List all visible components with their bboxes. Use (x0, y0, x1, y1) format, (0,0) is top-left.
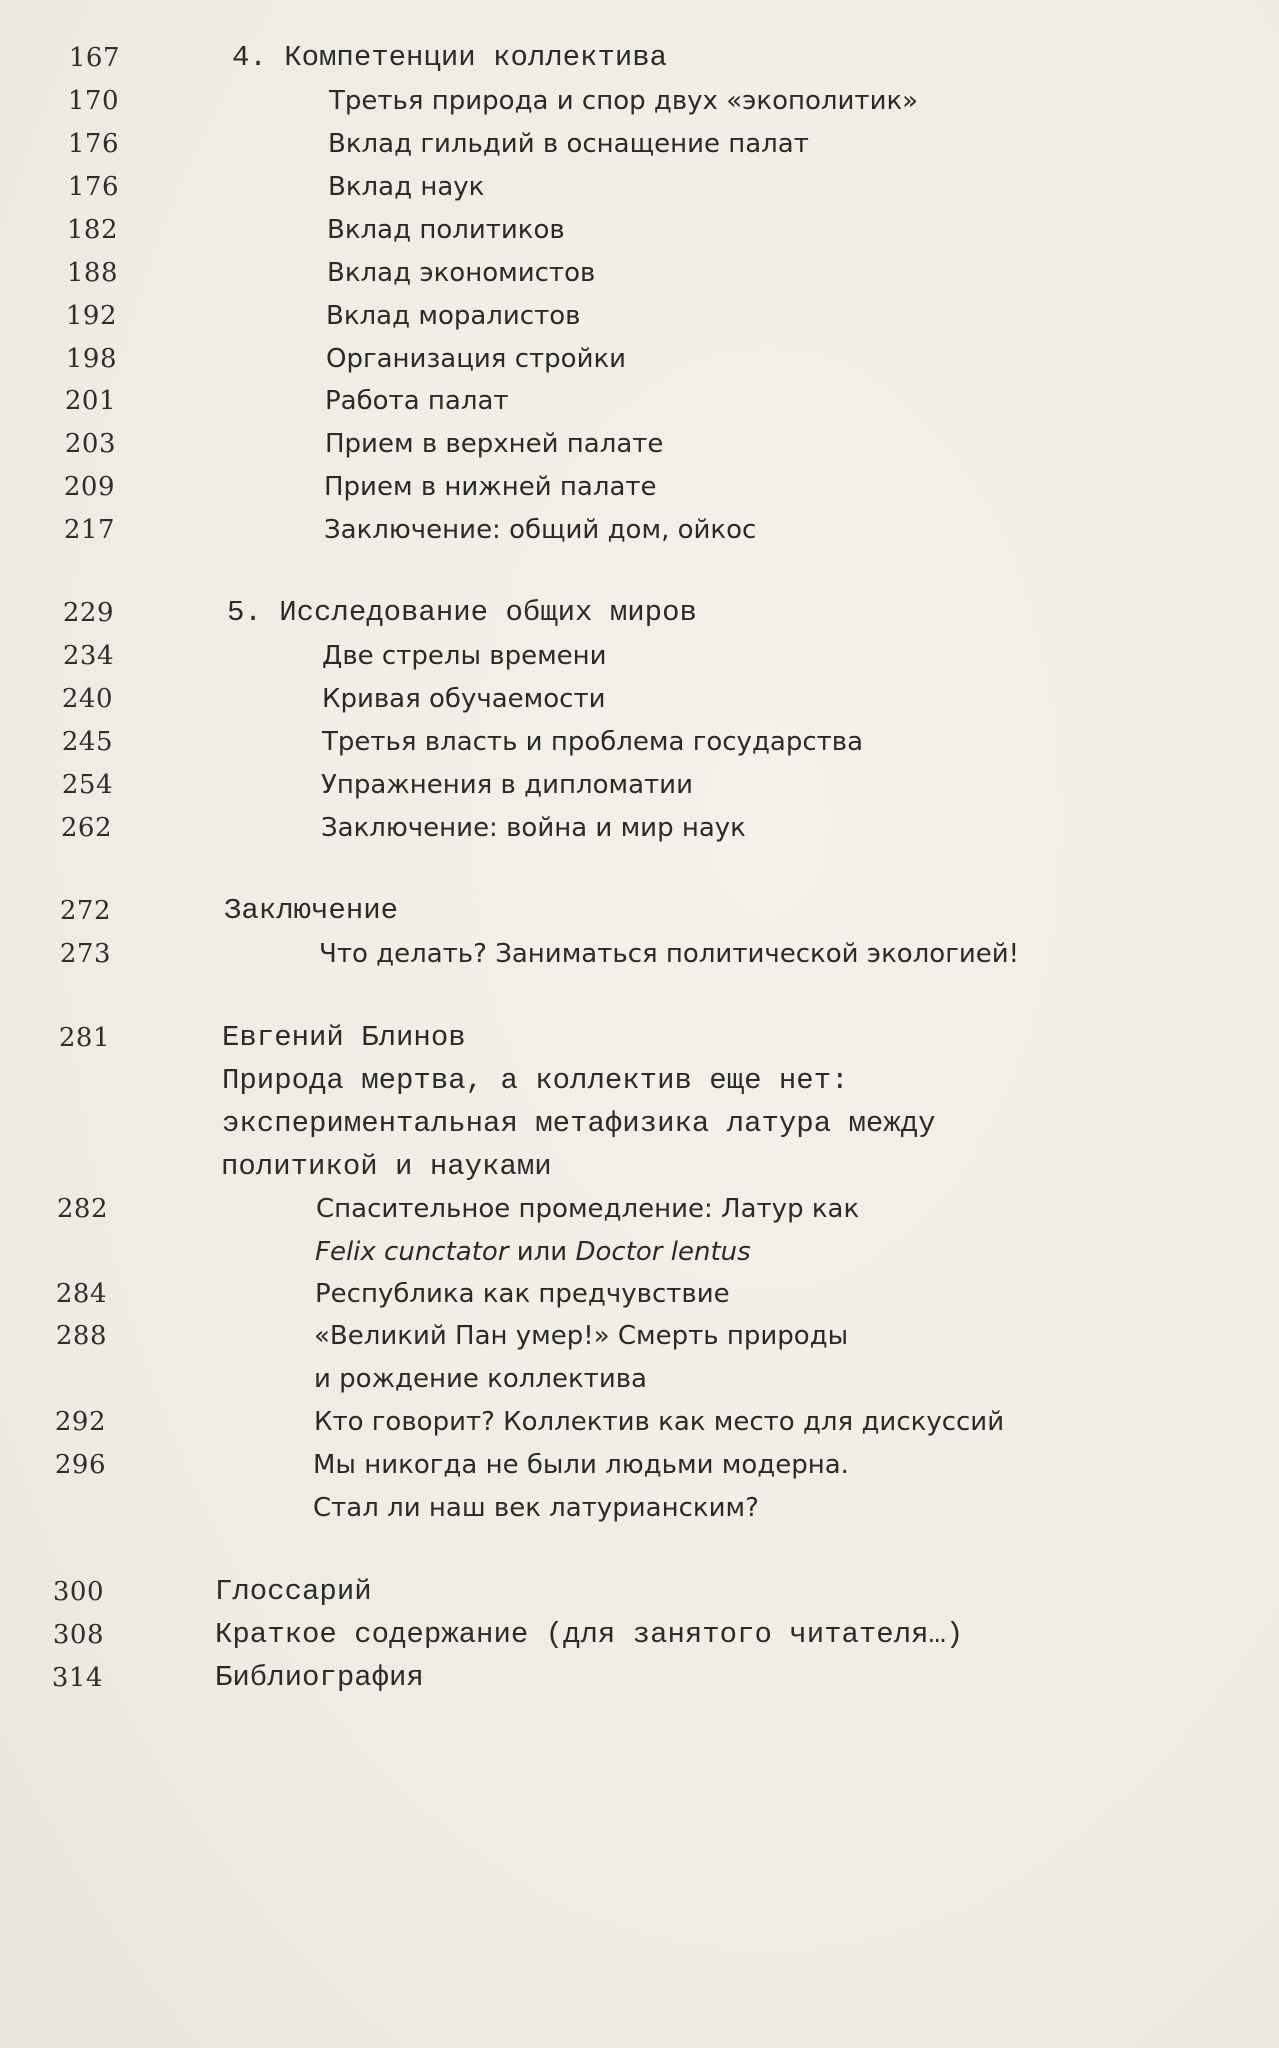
toc-chapter-row (0, 1018, 1279, 1058)
section-title: Прием в верхней палате (325, 429, 664, 459)
toc-chapter-row (0, 38, 1279, 78)
section-title: Спасительное промедление: Латур как (316, 1194, 860, 1224)
section-title: Третья власть и проблема государства (322, 727, 864, 757)
page-number: 288 (55, 1321, 107, 1351)
page-number: 272 (59, 896, 111, 926)
section-title: Третья природа и спор двух «экополитик» (329, 86, 919, 116)
chapter-title: 4. Компетенции коллектива (232, 41, 668, 74)
section-title: Прием в нижней палате (324, 472, 657, 502)
section-title: Организация стройки (326, 344, 627, 374)
toc-item-row (0, 636, 1279, 676)
section-title: «Великий Пан умер!» Смерть природы (314, 1321, 849, 1351)
section-title: Республика как предчувствие (315, 1279, 730, 1309)
section-title: Упражнения в дипломатии (321, 770, 693, 800)
toc-chapter-row (0, 891, 1279, 931)
toc-item-row (0, 167, 1279, 207)
chapter-title: Заключение (224, 894, 399, 927)
page-number: 300 (52, 1577, 104, 1607)
toc-item-continuation (0, 1359, 1279, 1399)
page-number: 292 (54, 1407, 106, 1437)
section-title: Кто говорит? Коллектив как место для дискуссий (314, 1407, 1005, 1437)
section-title: Заключение: общий дом, ойкос (324, 515, 757, 545)
toc-item-continuation (0, 1232, 1279, 1272)
toc-item-row (0, 765, 1279, 805)
toc-item-row (0, 722, 1279, 762)
toc-chapter-row (0, 1572, 1279, 1612)
toc-item-row (0, 934, 1279, 974)
page-number: 273 (59, 939, 111, 969)
essay-title-line (0, 1061, 1279, 1101)
toc-item-row (0, 467, 1279, 507)
page-number: 176 (67, 172, 119, 202)
chapter-title: 5. Исследование общих миров (227, 596, 697, 629)
toc-item-row (0, 510, 1279, 550)
page-number: 192 (65, 301, 117, 331)
page-number: 167 (68, 43, 120, 73)
toc-item-row (0, 339, 1279, 379)
page-number: 245 (61, 727, 113, 757)
page-number: 176 (67, 129, 119, 159)
toc-item-row (0, 81, 1279, 121)
back-matter-title: Библиография (215, 1661, 424, 1694)
section-title: Вклад наук (328, 172, 485, 202)
section-title: Работа палат (325, 386, 509, 416)
section-title: Заключение: война и мир наук (321, 813, 746, 843)
toc-item-row (0, 808, 1279, 848)
page-number: 281 (58, 1023, 110, 1053)
page-number: 182 (66, 215, 118, 245)
back-matter-title: Краткое содержание (для занятого читателя…) (215, 1618, 964, 1651)
page-number: 188 (66, 258, 118, 288)
toc-chapter-row (0, 593, 1279, 633)
page-number: 209 (63, 472, 115, 502)
page-number: 198 (65, 344, 117, 374)
page-number: 201 (64, 386, 116, 416)
toc-item-row (0, 1274, 1279, 1314)
toc-item-row (0, 424, 1279, 464)
toc-chapter-row (0, 1615, 1279, 1655)
latin-term: Doctor lentus (575, 1237, 751, 1267)
toc-item-row (0, 124, 1279, 164)
toc-item-row (0, 1316, 1279, 1356)
page-number: 217 (63, 515, 115, 545)
toc-item-row (0, 210, 1279, 250)
section-title-continuation: Стал ли наш век латурианским? (313, 1493, 759, 1523)
essay-title-line (0, 1104, 1279, 1144)
section-title: Вклад политиков (327, 215, 565, 245)
toc-item-row (0, 253, 1279, 293)
page-number: 282 (56, 1194, 108, 1224)
page-number: 240 (61, 684, 113, 714)
toc-item-row (0, 1402, 1279, 1442)
page-number: 314 (51, 1663, 103, 1693)
section-title-continuation (315, 1232, 751, 1272)
section-title-continuation: и рождение коллектива (314, 1364, 647, 1394)
toc-item-row (0, 1189, 1279, 1229)
essay-author: Евгений Блинов (222, 1021, 466, 1054)
toc-item-continuation (0, 1488, 1279, 1528)
toc-item-row (0, 1445, 1279, 1485)
toc-item-row (0, 296, 1279, 336)
section-title: Вклад моралистов (326, 301, 581, 331)
page-number: 229 (62, 598, 114, 628)
back-matter-title: Глоссарий (215, 1575, 372, 1608)
section-title: Две стрелы времени (322, 641, 607, 671)
page-number: 296 (54, 1450, 106, 1480)
essay-title: Природа мертва, а коллектив еще нет: (222, 1064, 849, 1097)
page-number: 254 (61, 770, 113, 800)
page-number: 234 (62, 641, 114, 671)
section-title: Мы никогда не были людьми модерна. (313, 1450, 849, 1480)
section-title: Кривая обучаемости (322, 684, 606, 714)
page-number: 308 (52, 1620, 104, 1650)
page-number: 262 (60, 813, 112, 843)
latin-term: Felix cunctator (315, 1237, 509, 1267)
page-number: 203 (64, 429, 116, 459)
toc-item-row (0, 679, 1279, 719)
essay-title: политикой и науками (221, 1150, 552, 1183)
conjunction: или (508, 1237, 576, 1267)
section-title: Вклад экономистов (327, 258, 596, 288)
toc-chapter-row (0, 1658, 1279, 1698)
section-title: Что делать? Заниматься политической экологией! (319, 939, 1020, 969)
section-title: Вклад гильдий в оснащение палат (328, 129, 809, 159)
toc-item-row (0, 381, 1279, 421)
page-number: 284 (55, 1279, 107, 1309)
essay-title: экспериментальная метафизика латура между (222, 1107, 936, 1140)
essay-title-line (0, 1147, 1279, 1187)
page-number: 170 (67, 86, 119, 116)
